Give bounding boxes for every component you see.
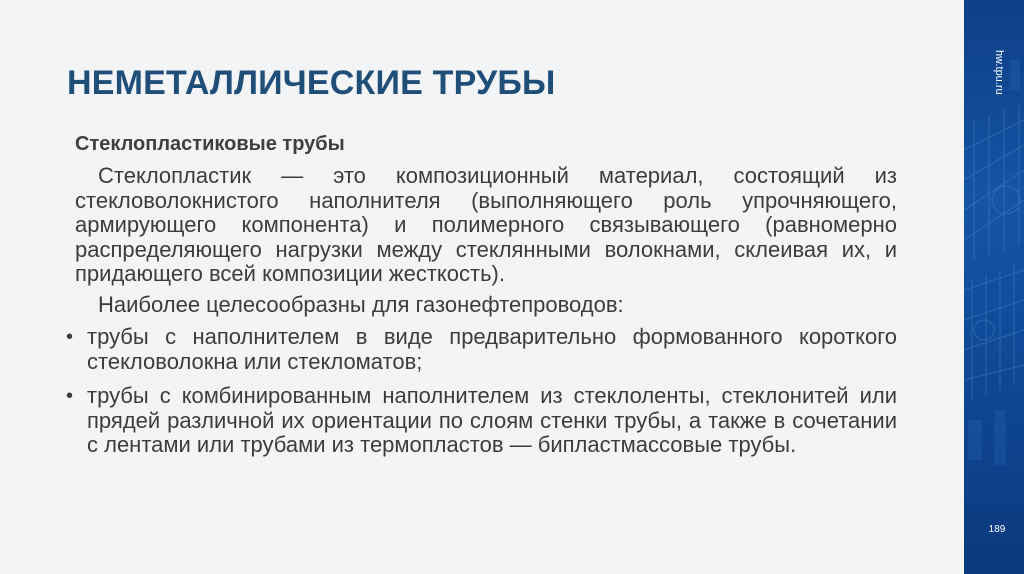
intro-paragraph: Наиболее целесообразны для газонефтепроводов: — [98, 291, 624, 317]
bullet-icon: • — [66, 385, 74, 407]
list-item-text: трубы с комбинированным наполнителем из стеклоленты, стеклонитей или прядей различной их ориентации по слоям стенки трубы, а также в сочетании с лентами или трубами из термопластов — бипластмассовые трубы. — [87, 383, 897, 457]
list-item — [66, 384, 897, 458]
site-url: hw.tpu.ru — [993, 50, 1005, 95]
list-item — [66, 325, 897, 374]
slide-content — [66, 133, 897, 468]
slide-title: НЕМЕТАЛЛИЧЕСКИЕ ТРУБЫ — [67, 64, 556, 102]
list-item-text: трубы с наполнителем в виде предварительно формованного короткого стекловолокна или стекломатов; — [87, 324, 897, 374]
page-number: 189 — [988, 524, 1006, 535]
bullet-icon: • — [66, 326, 74, 348]
bullet-list — [66, 325, 897, 458]
slide-subtitle: Стеклопластиковые трубы — [75, 133, 345, 155]
definition-paragraph: Стеклопластик — это композиционный материал, состоящий из стекловолокнистого наполнителя (выполняющего роль упрочняющего, армирующего компонента) и полимерного связывающего (равномерно распределяющего нагрузки между стеклянными волокнами, склеивая их, и придающего всей композиции жесткость). — [75, 163, 897, 286]
